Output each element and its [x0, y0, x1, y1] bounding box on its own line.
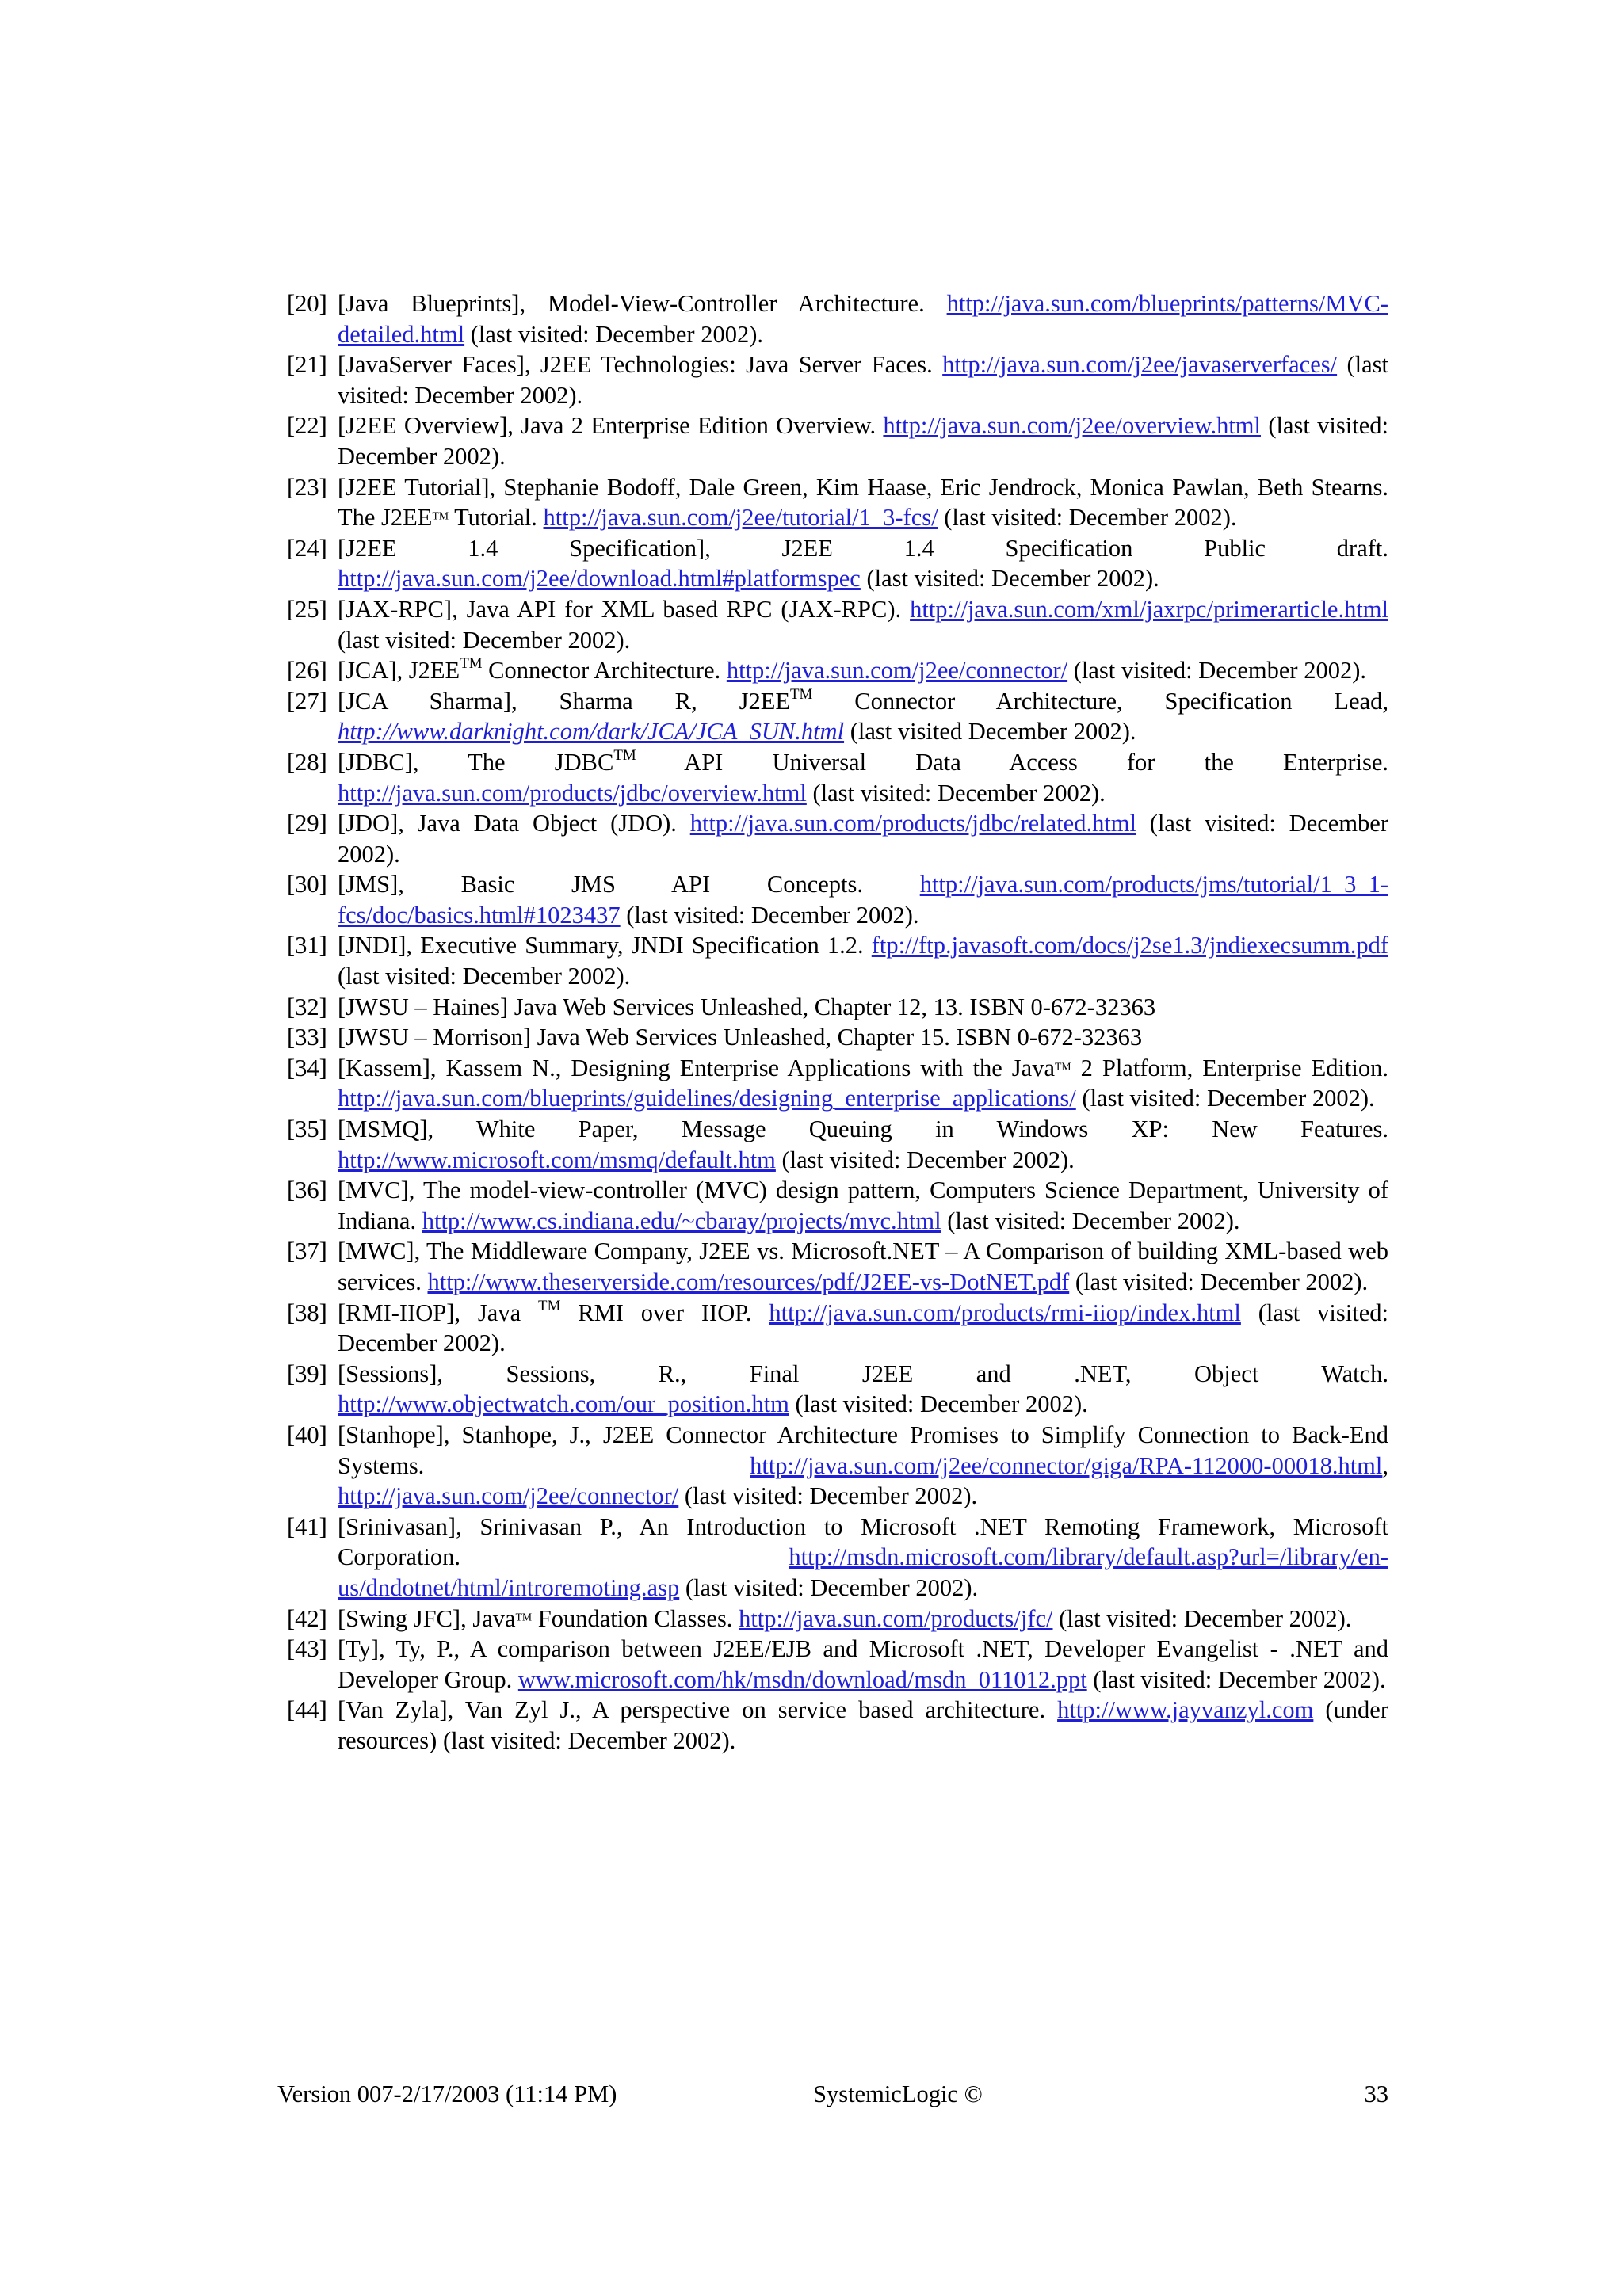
trademark-mark: TM [1055, 1060, 1071, 1073]
reference-text: API Universal Data Access for the Enterprise. [636, 748, 1388, 776]
reference-item [287, 930, 1388, 991]
reference-item [287, 808, 1388, 869]
reference-number: [28] [287, 748, 327, 776]
reference-text: [JDBC], The JDBC [338, 748, 614, 776]
reference-text: [Sessions], Sessions, R., Final J2EE and .NET, Object Watch. [338, 1360, 1388, 1387]
reference-number: [40] [287, 1421, 327, 1448]
reference-text: Connector Architecture. [482, 657, 727, 685]
trademark-mark: TM [432, 509, 449, 522]
reference-text: [JMS], Basic JMS API Concepts. [338, 871, 920, 898]
reference-item [287, 869, 1388, 930]
reference-item [287, 1175, 1388, 1236]
reference-item [287, 288, 1388, 349]
reference-number: [30] [287, 871, 327, 898]
reference-text: [JNDI], Executive Summary, JNDI Specification 1.2. [338, 932, 864, 959]
reference-text: [Stanhope], Stanhope, J., J2EE Connector Architecture Promises to Simplify Connection to Back-End Systems. [338, 1421, 1388, 1479]
reference-number: [22] [287, 412, 327, 440]
reference-text: [J2EE Tutorial], Stephanie Bodoff, Dale Green, Kim Haase, Eric Jendrock, Monica Pawlan, Beth Stearns. The J2EE [338, 473, 1388, 532]
reference-link[interactable]: http://www.jayvanzyl.com [1057, 1696, 1314, 1724]
reference-text: [MSMQ], White Paper, Message Queuing in Windows XP: New Features. [338, 1116, 1388, 1143]
reference-item [287, 1420, 1388, 1512]
reference-text: RMI over IIOP. [560, 1299, 769, 1326]
reference-link[interactable]: http://java.sun.com/j2ee/connector/giga/RPA-112000-00018.html [750, 1451, 1383, 1479]
reference-text: (last visited: December 2002). [938, 504, 1237, 532]
reference-link[interactable]: http://java.sun.com/j2ee/overview.html [883, 412, 1261, 440]
reference-text: (last visited: December 2002). [1067, 657, 1366, 685]
reference-text: Connector Architecture, Specification Lead, [812, 687, 1388, 715]
reference-item [287, 686, 1388, 747]
reference-text: [JavaServer Faces], J2EE Technologies: Java Server Faces. [338, 351, 933, 379]
reference-item [287, 533, 1388, 594]
reference-text: (last visited: December 2002). [789, 1390, 1088, 1418]
reference-item [287, 1604, 1388, 1634]
reference-text: [JWSU – Haines] Java Web Services Unleashed, Chapter 12, 13. ISBN 0-672-32363 [338, 993, 1156, 1020]
footer-version: Version 007-2/17/2003 (11:14 PM) [277, 2081, 617, 2107]
reference-link[interactable]: http://java.sun.com/j2ee/connector/ [726, 657, 1068, 685]
reference-text: [JDO], Java Data Object (JDO). [338, 810, 690, 837]
reference-text: [J2EE Overview], Java 2 Enterprise Edition Overview. [338, 412, 884, 440]
reference-text: (last visited: December 2002). [1075, 1085, 1375, 1112]
reference-link[interactable]: http://java.sun.com/products/rmi-iiop/index.html [769, 1299, 1241, 1326]
reference-link[interactable]: http://java.sun.com/j2ee/javaserverfaces/ [942, 351, 1338, 379]
trademark-mark: TM [460, 654, 483, 672]
reference-item [287, 1053, 1388, 1114]
reference-link[interactable]: http://java.sun.com/j2ee/download.html#platformspec [338, 565, 861, 593]
reference-number: [38] [287, 1299, 327, 1326]
reference-text: [J2EE 1.4 Specification], J2EE 1.4 Specification Public draft. [338, 534, 1388, 562]
reference-text: (under resources) (last visited: December 2002). [338, 1696, 1388, 1754]
reference-text: [JWSU – Morrison] Java Web Services Unleashed, Chapter 15. ISBN 0-672-32363 [338, 1024, 1143, 1051]
reference-text: (last visited: December 2002). [679, 1573, 979, 1601]
reference-number: [25] [287, 595, 327, 623]
reference-item [287, 1512, 1388, 1604]
reference-item [287, 655, 1388, 686]
reference-item [287, 1298, 1388, 1359]
reference-link[interactable]: http://www.objectwatch.com/our_position.htm [338, 1390, 789, 1418]
reference-item [287, 1114, 1388, 1175]
reference-text: (last visited: December 2002). [338, 810, 1388, 868]
reference-text: (last visited: December 2002). [338, 1299, 1388, 1357]
reference-number: [29] [287, 810, 327, 837]
reference-item [287, 992, 1388, 1023]
reference-text: [Srinivasan], Srinivasan P., An Introduction to Microsoft .NET Remoting Framework, Microsoft Corporation. [338, 1512, 1388, 1571]
trademark-mark: TM [538, 1297, 561, 1314]
reference-text: Foundation Classes. [532, 1604, 739, 1632]
reference-link[interactable]: http://java.sun.com/products/jms/tutorial/1_3_1-fcs/doc/basics.html#1023437 [338, 871, 1388, 929]
reference-text: (last visited: December 2002). [941, 1207, 1240, 1234]
reference-number: [42] [287, 1604, 327, 1632]
reference-text: (last visited: December 2002). [338, 963, 631, 990]
reference-text: (last visited: December 2002). [620, 901, 919, 929]
reference-link[interactable]: http://www.darknight.com/dark/JCA/JCA_SUN.html [338, 718, 845, 746]
reference-link[interactable]: http://java.sun.com/blueprints/patterns/MVC-detailed.html [338, 290, 1388, 348]
reference-text: (last visited: December 2002). [338, 626, 631, 654]
reference-text: 2 Platform, Enterprise Edition. [1071, 1054, 1389, 1081]
reference-link[interactable]: www.microsoft.com/hk/msdn/download/msdn_011012.ppt [517, 1665, 1087, 1693]
reference-number: [35] [287, 1116, 327, 1143]
reference-item [287, 410, 1388, 471]
reference-number: [34] [287, 1054, 327, 1081]
reference-list [287, 288, 1388, 1756]
reference-text: [JCA Sharma], Sharma R, J2EE [338, 687, 790, 715]
reference-link[interactable]: http://www.theserverside.com/resources/pdf/J2EE-vs-DotNET.pdf [427, 1268, 1070, 1295]
reference-text: (last visited: December 2002). [806, 779, 1106, 807]
trademark-mark: TM [613, 746, 636, 764]
reference-item [287, 1359, 1388, 1420]
reference-text: [Ty], Ty, P., A comparison between J2EE/EJB and Microsoft .NET, Developer Evangelist - .NET and Developer Group. [338, 1635, 1388, 1693]
reference-text: (last visited: December 2002). [678, 1482, 978, 1510]
reference-number: [44] [287, 1696, 327, 1724]
reference-text: Tutorial. [449, 504, 544, 532]
reference-item [287, 472, 1388, 533]
reference-number: [20] [287, 290, 327, 317]
reference-link[interactable]: http://java.sun.com/blueprints/guidelines/designing_enterprise_applications/ [338, 1085, 1076, 1112]
reference-text: [RMI-IIOP], Java [338, 1299, 539, 1326]
reference-link[interactable]: http://java.sun.com/xml/jaxrpc/primerarticle.html [910, 595, 1389, 623]
reference-item [287, 1022, 1388, 1053]
reference-text: [JAX-RPC], Java API for XML based RPC (JAX-RPC). [338, 595, 902, 623]
reference-text: [Van Zyla], Van Zyl J., A perspective on service based architecture. [338, 1696, 1058, 1724]
reference-item [287, 594, 1388, 655]
reference-number: [39] [287, 1360, 327, 1387]
reference-number: [31] [287, 932, 327, 959]
reference-text: [Swing JFC], Java [338, 1604, 516, 1632]
reference-item [287, 747, 1388, 808]
reference-number: [33] [287, 1024, 327, 1051]
reference-number: [27] [287, 687, 327, 715]
reference-number: [21] [287, 351, 327, 379]
reference-link[interactable]: http://www.cs.indiana.edu/~cbaray/projects/mvc.html [422, 1207, 941, 1234]
reference-link[interactable]: http://java.sun.com/products/jfc/ [739, 1604, 1053, 1632]
reference-number: [23] [287, 473, 327, 501]
reference-item [287, 1695, 1388, 1756]
footer-company: SystemicLogic © [813, 2081, 983, 2107]
footer-page-number: 33 [1364, 2081, 1388, 2107]
reference-text: (last visited: December 2002). [464, 320, 763, 348]
reference-text: (last visited: December 2002). [1086, 1665, 1386, 1693]
reference-text: [JCA], J2EE [338, 657, 460, 685]
reference-number: [37] [287, 1238, 327, 1265]
reference-text: (last visited December 2002). [844, 718, 1136, 746]
reference-text: (last visited: December 2002). [1069, 1268, 1369, 1295]
reference-number: [32] [287, 993, 327, 1020]
reference-text: (last visited: December 2002). [338, 351, 1388, 409]
reference-item [287, 349, 1388, 410]
reference-text: [Java Blueprints], Model-View-Controller Architecture. [338, 290, 925, 317]
reference-text: , [1382, 1451, 1388, 1479]
reference-number: [24] [287, 534, 327, 562]
reference-number: [26] [287, 657, 327, 685]
reference-text: [MWC], The Middleware Company, J2EE vs. Microsoft.NET – A Comparison of building XML-based web services. [338, 1238, 1388, 1295]
reference-number: [41] [287, 1512, 327, 1540]
reference-text: (last visited: December 2002). [860, 565, 1159, 593]
reference-link[interactable]: http://java.sun.com/products/jdbc/related.html [689, 810, 1137, 837]
reference-item [287, 1236, 1388, 1297]
reference-link[interactable]: http://www.microsoft.com/msmq/default.htm [338, 1146, 776, 1173]
trademark-mark: TM [515, 1610, 533, 1623]
reference-link[interactable]: http://java.sun.com/products/jdbc/overview.html [338, 779, 807, 807]
reference-number: [36] [287, 1177, 327, 1204]
reference-link[interactable]: http://msdn.microsoft.com/library/default.asp?url=/library/en-us/dndotnet/html/introremoting.asp [338, 1543, 1388, 1601]
reference-link[interactable]: ftp://ftp.javasoft.com/docs/j2se1.3/jndiexecsumm.pdf [871, 932, 1389, 959]
reference-text: [MVC], The model-view-controller (MVC) design pattern, Computers Science Department, University of Indiana. [338, 1177, 1388, 1234]
reference-link[interactable]: http://java.sun.com/j2ee/tutorial/1_3-fcs/ [543, 504, 938, 532]
reference-link[interactable]: http://java.sun.com/j2ee/connector/ [338, 1482, 679, 1510]
reference-item [287, 1634, 1388, 1695]
reference-text: (last visited: December 2002). [775, 1146, 1075, 1173]
trademark-mark: TM [789, 685, 813, 703]
reference-text: [Kassem], Kassem N., Designing Enterprise Applications with the Java [338, 1054, 1056, 1081]
reference-text: (last visited: December 2002). [338, 412, 1388, 470]
reference-number: [43] [287, 1635, 327, 1663]
reference-text: (last visited: December 2002). [1052, 1604, 1352, 1632]
